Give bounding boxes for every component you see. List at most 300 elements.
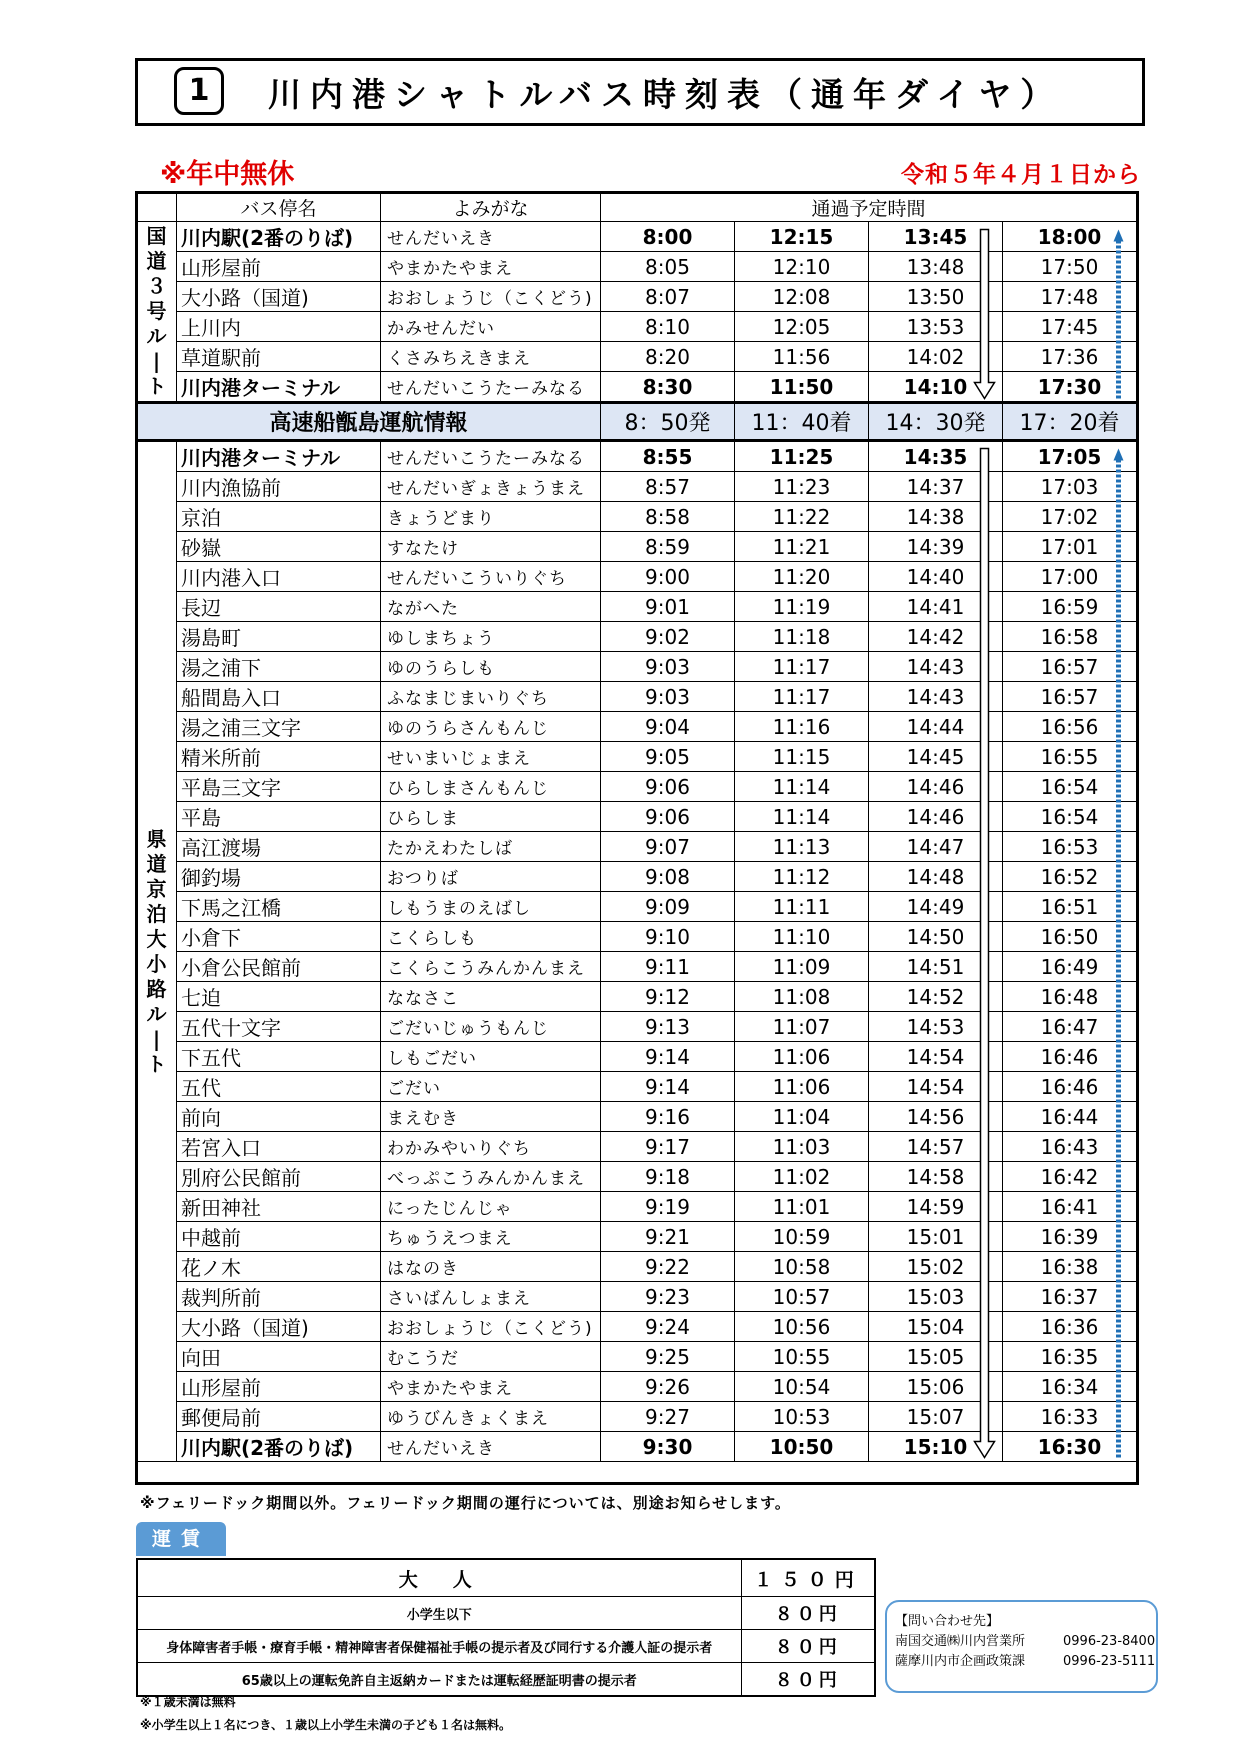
departure-time: 10:50: [735, 1432, 869, 1462]
fare-label: 大 人: [137, 1559, 741, 1597]
departure-time: 15:01: [869, 1222, 1003, 1252]
departure-time: 9:27: [601, 1402, 735, 1432]
stop-name: 向田: [177, 1342, 381, 1372]
timetable-row: [137, 1312, 1137, 1342]
departure-time: 13:45: [869, 222, 1003, 252]
departure-time: 11:17: [735, 652, 869, 682]
departure-time: 8:55: [601, 441, 735, 472]
departure-time: 14:45: [869, 742, 1003, 772]
departure-time: 16:55: [1003, 742, 1137, 772]
departure-time: 9:10: [601, 922, 735, 952]
departure-time: 16:54: [1003, 772, 1137, 802]
stop-reading: むこうだ: [381, 1342, 601, 1372]
departure-time: 16:57: [1003, 682, 1137, 712]
stop-reading: ななさこ: [381, 982, 601, 1012]
departure-time: 11:06: [735, 1072, 869, 1102]
stop-name: 船間島入口: [177, 682, 381, 712]
timetable-row: [137, 502, 1137, 532]
stop-reading: こくらしも: [381, 922, 601, 952]
stop-name: 下五代: [177, 1042, 381, 1072]
departure-time: 16:54: [1003, 802, 1137, 832]
departure-time: 9:26: [601, 1372, 735, 1402]
timetable-row: [137, 1102, 1137, 1132]
stop-name: 湯島町: [177, 622, 381, 652]
departure-time: 9:25: [601, 1342, 735, 1372]
departure-time: 14:42: [869, 622, 1003, 652]
departure-time: 16:48: [1003, 982, 1137, 1012]
stop-reading: ながへた: [381, 592, 601, 622]
stop-reading: せんだいこうたーみなる: [381, 441, 601, 472]
stop-reading: せんだいこういりぐち: [381, 562, 601, 592]
departure-time: 9:17: [601, 1132, 735, 1162]
stop-name: 小倉公民館前: [177, 952, 381, 982]
stop-name: 草道駅前: [177, 342, 381, 372]
departure-time: 17:45: [1003, 312, 1137, 342]
departure-time: 10:56: [735, 1312, 869, 1342]
open-notice: ※年中無休: [160, 159, 295, 190]
stop-name: 山形屋前: [177, 252, 381, 282]
fare-row: [137, 1597, 875, 1630]
contact-row: [895, 1652, 1156, 1672]
departure-time: 8:20: [601, 342, 735, 372]
departure-time: 9:14: [601, 1072, 735, 1102]
table-header-row: [137, 193, 1137, 222]
departure-time: 14:37: [869, 472, 1003, 502]
timetable-row: [137, 1012, 1137, 1042]
stop-name: 砂嶽: [177, 532, 381, 562]
fare-row: [137, 1663, 875, 1697]
ferry-info-label: 高速船甑島運航情報: [137, 403, 601, 441]
stop-reading: すなたけ: [381, 532, 601, 562]
departure-time: 14:51: [869, 952, 1003, 982]
departure-time: 14:38: [869, 502, 1003, 532]
stop-name: 下馬之江橋: [177, 892, 381, 922]
timetable-row: [137, 862, 1137, 892]
stop-reading: きょうどまり: [381, 502, 601, 532]
stop-reading: やまかたやまえ: [381, 1372, 601, 1402]
departure-time: 11:11: [735, 892, 869, 922]
departure-time: 16:50: [1003, 922, 1137, 952]
fare-label: 65歳以上の運転免許自主返納カードまたは運転経歴証明書の提示者: [137, 1663, 741, 1697]
stop-reading: ひらしま: [381, 802, 601, 832]
footnote: ※１歳未満は無料: [140, 1695, 236, 1709]
departure-time: 12:08: [735, 282, 869, 312]
departure-time: 16:59: [1003, 592, 1137, 622]
stop-reading: べっぷこうみんかんまえ: [381, 1162, 601, 1192]
stop-reading: たかえわたしば: [381, 832, 601, 862]
stop-reading: かみせんだい: [381, 312, 601, 342]
stop-name: 別府公民館前: [177, 1162, 381, 1192]
departure-time: 16:30: [1003, 1432, 1137, 1462]
departure-time: 11:56: [735, 342, 869, 372]
departure-time: 13:48: [869, 252, 1003, 282]
departure-time: 16:37: [1003, 1282, 1137, 1312]
departure-time: 16:46: [1003, 1042, 1137, 1072]
stop-name: 中越前: [177, 1222, 381, 1252]
departure-time: 14:53: [869, 1012, 1003, 1042]
timetable-row: [137, 832, 1137, 862]
timetable-row: [137, 592, 1137, 622]
departure-time: 15:03: [869, 1282, 1003, 1312]
departure-time: 9:05: [601, 742, 735, 772]
page-title: 川内港シャトルバス時刻表（通年ダイヤ）: [268, 75, 1063, 114]
title-box: [135, 58, 1145, 126]
stop-name: 裁判所前: [177, 1282, 381, 1312]
fare-amount: １５０円: [741, 1559, 875, 1597]
timetable-row: [137, 1132, 1137, 1162]
departure-time: 17:03: [1003, 472, 1137, 502]
departure-time: 10:55: [735, 1342, 869, 1372]
departure-time: 11:21: [735, 532, 869, 562]
departure-time: 16:38: [1003, 1252, 1137, 1282]
departure-time: 9:09: [601, 892, 735, 922]
departure-time: 9:00: [601, 562, 735, 592]
departure-time: 15:10: [869, 1432, 1003, 1462]
contact-phone: 0996-23-8400: [1063, 1634, 1156, 1649]
departure-time: 17:01: [1003, 532, 1137, 562]
departure-time: 14:10: [869, 372, 1003, 403]
departure-time: 14:44: [869, 712, 1003, 742]
departure-time: 11:12: [735, 862, 869, 892]
departure-time: 11:02: [735, 1162, 869, 1192]
departure-time: 11:17: [735, 682, 869, 712]
departure-time: 16:49: [1003, 952, 1137, 982]
stop-reading: しもごだい: [381, 1042, 601, 1072]
departure-time: 9:16: [601, 1102, 735, 1132]
departure-time: 13:53: [869, 312, 1003, 342]
stop-name: 京泊: [177, 502, 381, 532]
departure-time: 14:52: [869, 982, 1003, 1012]
ferry-time: 8：50発: [601, 403, 735, 441]
departure-time: 11:09: [735, 952, 869, 982]
header-kana: よみがな: [381, 193, 601, 222]
departure-time: 16:56: [1003, 712, 1137, 742]
stop-reading: ゆしまちょう: [381, 622, 601, 652]
stop-name: 川内漁協前: [177, 472, 381, 502]
fare-amount: ８０円: [741, 1630, 875, 1663]
header-stop: バス停名: [177, 193, 381, 222]
stop-name: 大小路（国道): [177, 1312, 381, 1342]
departure-time: 8:05: [601, 252, 735, 282]
stop-name: 大小路（国道): [177, 282, 381, 312]
timetable-row: [137, 312, 1137, 342]
stop-name: 小倉下: [177, 922, 381, 952]
departure-time: 11:13: [735, 832, 869, 862]
contact-title: 【問い合わせ先】: [895, 1614, 1000, 1629]
fare-table: [136, 1558, 876, 1697]
departure-time: 11:14: [735, 802, 869, 832]
departure-time: 10:57: [735, 1282, 869, 1312]
ferry-time: 14：30発: [869, 403, 1003, 441]
stop-name: 川内港ターミナル: [177, 441, 381, 472]
stop-reading: せんだいこうたーみなる: [381, 372, 601, 403]
timetable-row: [137, 1162, 1137, 1192]
departure-time: 16:58: [1003, 622, 1137, 652]
stop-reading: こくらこうみんかんまえ: [381, 952, 601, 982]
departure-time: 11:22: [735, 502, 869, 532]
stop-name: 湯之浦三文字: [177, 712, 381, 742]
departure-time: 9:03: [601, 682, 735, 712]
timetable-row: [137, 1042, 1137, 1072]
timetable-row: [137, 622, 1137, 652]
departure-time: 11:20: [735, 562, 869, 592]
stop-reading: おおしょうじ（こくどう): [381, 282, 601, 312]
contact-name: 薩摩川内市企画政策課: [895, 1654, 1026, 1669]
departure-time: 14:41: [869, 592, 1003, 622]
departure-time: 10:58: [735, 1252, 869, 1282]
stop-reading: やまかたやまえ: [381, 252, 601, 282]
fare-tag: 運賃: [136, 1522, 226, 1556]
departure-time: 17:05: [1003, 441, 1137, 472]
departure-time: 15:07: [869, 1402, 1003, 1432]
stop-reading: わかみやいりぐち: [381, 1132, 601, 1162]
timetable-row: [137, 472, 1137, 502]
stop-reading: せんだいぎょきょうまえ: [381, 472, 601, 502]
departure-time: 11:14: [735, 772, 869, 802]
timetable-row: [137, 772, 1137, 802]
stop-name: 山形屋前: [177, 1372, 381, 1402]
departure-time: 9:06: [601, 772, 735, 802]
timetable-row: [137, 1252, 1137, 1282]
departure-time: 11:18: [735, 622, 869, 652]
stop-name: 川内港入口: [177, 562, 381, 592]
timetable-row: [137, 372, 1137, 403]
departure-time: 14:43: [869, 682, 1003, 712]
departure-time: 9:02: [601, 622, 735, 652]
departure-time: 14:39: [869, 532, 1003, 562]
departure-time: 14:54: [869, 1042, 1003, 1072]
departure-time: 16:52: [1003, 862, 1137, 892]
timetable-row: [137, 562, 1137, 592]
contact-name: 南国交通㈱川内営業所: [895, 1634, 1026, 1649]
stop-reading: おつりば: [381, 862, 601, 892]
stop-name: 湯之浦下: [177, 652, 381, 682]
departure-time: 18:00: [1003, 222, 1137, 252]
departure-time: 10:54: [735, 1372, 869, 1402]
departure-time: 16:53: [1003, 832, 1137, 862]
departure-time: 17:48: [1003, 282, 1137, 312]
departure-time: 14:40: [869, 562, 1003, 592]
departure-time: 14:58: [869, 1162, 1003, 1192]
departure-time: 17:50: [1003, 252, 1137, 282]
departure-time: 9:23: [601, 1282, 735, 1312]
timetable-row: [137, 282, 1137, 312]
stop-reading: ごだい: [381, 1072, 601, 1102]
stop-reading: せんだいえき: [381, 1432, 601, 1462]
timetable-row: [137, 1192, 1137, 1222]
fare-label: 身体障害者手帳・療育手帳・精神障害者保健福祉手帳の提示者及び同行する介護人証の提示者: [137, 1630, 741, 1663]
contact-box: [885, 1600, 1158, 1693]
stop-name: 七迫: [177, 982, 381, 1012]
stop-reading: はなのき: [381, 1252, 601, 1282]
departure-time: 14:49: [869, 892, 1003, 922]
departure-time: 14:47: [869, 832, 1003, 862]
stop-name: 長辺: [177, 592, 381, 622]
stop-name: 川内駅(2番のりば): [177, 222, 381, 252]
timetable: [136, 192, 1137, 1462]
departure-time: 8:10: [601, 312, 735, 342]
departure-time: 11:19: [735, 592, 869, 622]
ferry-info-row: [137, 403, 1137, 441]
departure-time: 16:36: [1003, 1312, 1137, 1342]
departure-time: 11:50: [735, 372, 869, 403]
timetable-row: [137, 1222, 1137, 1252]
stop-reading: にったじんじゃ: [381, 1192, 601, 1222]
timetable-row: [137, 252, 1137, 282]
stop-reading: くさみちえきまえ: [381, 342, 601, 372]
timetable-row: [137, 892, 1137, 922]
departure-time: 8:57: [601, 472, 735, 502]
departure-time: 14:43: [869, 652, 1003, 682]
header-times: 通過予定時間: [601, 193, 1137, 222]
departure-time: 8:58: [601, 502, 735, 532]
stop-reading: ちゅうえつまえ: [381, 1222, 601, 1252]
timetable-row: [137, 652, 1137, 682]
fare-amount: ８０円: [741, 1663, 875, 1697]
timetable-row: [137, 682, 1137, 712]
departure-time: 16:51: [1003, 892, 1137, 922]
stop-name: 新田神社: [177, 1192, 381, 1222]
departure-time: 16:46: [1003, 1072, 1137, 1102]
stop-name: 若宮入口: [177, 1132, 381, 1162]
timetable-row: [137, 952, 1137, 982]
departure-time: 11:01: [735, 1192, 869, 1222]
ferry-dock-note: ※フェリードック期間以外。フェリードック期間の運行については、別途お知らせします。: [140, 1494, 791, 1512]
timetable-row: [137, 1372, 1137, 1402]
stop-reading: ゆのうらしも: [381, 652, 601, 682]
departure-time: 9:21: [601, 1222, 735, 1252]
departure-time: 9:13: [601, 1012, 735, 1042]
timetable-row: [137, 532, 1137, 562]
departure-time: 13:50: [869, 282, 1003, 312]
stop-reading: せいまいじょまえ: [381, 742, 601, 772]
departure-time: 9:14: [601, 1042, 735, 1072]
timetable-row: [137, 1432, 1137, 1462]
timetable-row: [137, 1072, 1137, 1102]
stop-name: 高江渡場: [177, 832, 381, 862]
departure-time: 16:41: [1003, 1192, 1137, 1222]
departure-time: 14:50: [869, 922, 1003, 952]
departure-time: 15:06: [869, 1372, 1003, 1402]
departure-time: 12:15: [735, 222, 869, 252]
effective-date: 令和５年４月１日から: [901, 162, 1141, 188]
stop-name: 花ノ木: [177, 1252, 381, 1282]
timetable-row: [137, 1282, 1137, 1312]
departure-time: 17:30: [1003, 372, 1137, 403]
stop-reading: まえむき: [381, 1102, 601, 1132]
departure-time: 11:08: [735, 982, 869, 1012]
departure-time: 11:16: [735, 712, 869, 742]
departure-time: 16:35: [1003, 1342, 1137, 1372]
departure-time: 9:19: [601, 1192, 735, 1222]
departure-time: 9:22: [601, 1252, 735, 1282]
departure-time: 9:30: [601, 1432, 735, 1462]
stop-name: 川内港ターミナル: [177, 372, 381, 403]
departure-time: 11:25: [735, 441, 869, 472]
departure-time: 11:04: [735, 1102, 869, 1132]
departure-time: 9:07: [601, 832, 735, 862]
departure-time: 11:10: [735, 922, 869, 952]
stop-reading: ふなまじまいりぐち: [381, 682, 601, 712]
departure-time: 15:02: [869, 1252, 1003, 1282]
stop-name: 五代十文字: [177, 1012, 381, 1042]
departure-time: 9:11: [601, 952, 735, 982]
departure-time: 16:57: [1003, 652, 1137, 682]
timetable-row: [137, 222, 1137, 252]
timetable-row: [137, 1402, 1137, 1432]
departure-time: 11:15: [735, 742, 869, 772]
timetable-row: [137, 922, 1137, 952]
departure-time: 10:53: [735, 1402, 869, 1432]
departure-time: 12:10: [735, 252, 869, 282]
stop-name: 川内駅(2番のりば): [177, 1432, 381, 1462]
departure-time: 10:59: [735, 1222, 869, 1252]
departure-time: 8:07: [601, 282, 735, 312]
departure-time: 16:34: [1003, 1372, 1137, 1402]
route-label: 県 道 京 泊 大 小 路 ル | ト: [137, 441, 177, 1462]
departure-time: 16:44: [1003, 1102, 1137, 1132]
departure-time: 8:30: [601, 372, 735, 403]
departure-time: 8:59: [601, 532, 735, 562]
departure-time: 11:23: [735, 472, 869, 502]
fare-label: 小学生以下: [137, 1597, 741, 1630]
fare-amount: ８０円: [741, 1597, 875, 1630]
departure-time: 14:54: [869, 1072, 1003, 1102]
stop-name: 平島三文字: [177, 772, 381, 802]
contact-row: [895, 1632, 1156, 1652]
timetable-row: [137, 742, 1137, 772]
stop-name: 御釣場: [177, 862, 381, 892]
stop-name: 精米所前: [177, 742, 381, 772]
departure-time: 9:03: [601, 652, 735, 682]
departure-time: 9:04: [601, 712, 735, 742]
departure-time: 11:07: [735, 1012, 869, 1042]
departure-time: 14:59: [869, 1192, 1003, 1222]
departure-time: 14:35: [869, 441, 1003, 472]
departure-time: 16:47: [1003, 1012, 1137, 1042]
timetable-row: [137, 802, 1137, 832]
stop-reading: しもうまのえばし: [381, 892, 601, 922]
footnote: ※小学生以上１名につき、１歳以上小学生未満の子ども１名は無料。: [140, 1718, 511, 1732]
departure-time: 12:05: [735, 312, 869, 342]
stop-reading: さいばんしょまえ: [381, 1282, 601, 1312]
departure-time: 14:48: [869, 862, 1003, 892]
header-blank: [137, 193, 177, 222]
timetable-row: [137, 1342, 1137, 1372]
departure-time: 14:02: [869, 342, 1003, 372]
departure-time: 9:08: [601, 862, 735, 892]
departure-time: 11:03: [735, 1132, 869, 1162]
departure-time: 17:36: [1003, 342, 1137, 372]
stop-name: 前向: [177, 1102, 381, 1132]
stop-reading: ごだいじゅうもんじ: [381, 1012, 601, 1042]
departure-time: 15:05: [869, 1342, 1003, 1372]
departure-time: 14:46: [869, 772, 1003, 802]
timetable-row: [137, 342, 1137, 372]
timetable-row: [137, 982, 1137, 1012]
stop-reading: ひらしまさんもんじ: [381, 772, 601, 802]
departure-time: 14:56: [869, 1102, 1003, 1132]
contact-phone: 0996-23-5111: [1063, 1654, 1156, 1669]
departure-time: 9:06: [601, 802, 735, 832]
departure-time: 17:00: [1003, 562, 1137, 592]
route-label: 国 道 ３ 号 ル | ト: [137, 222, 177, 403]
departure-time: 16:43: [1003, 1132, 1137, 1162]
departure-time: 14:46: [869, 802, 1003, 832]
route-number-badge: 1: [174, 67, 224, 115]
departure-time: 16:39: [1003, 1222, 1137, 1252]
stop-name: 五代: [177, 1072, 381, 1102]
